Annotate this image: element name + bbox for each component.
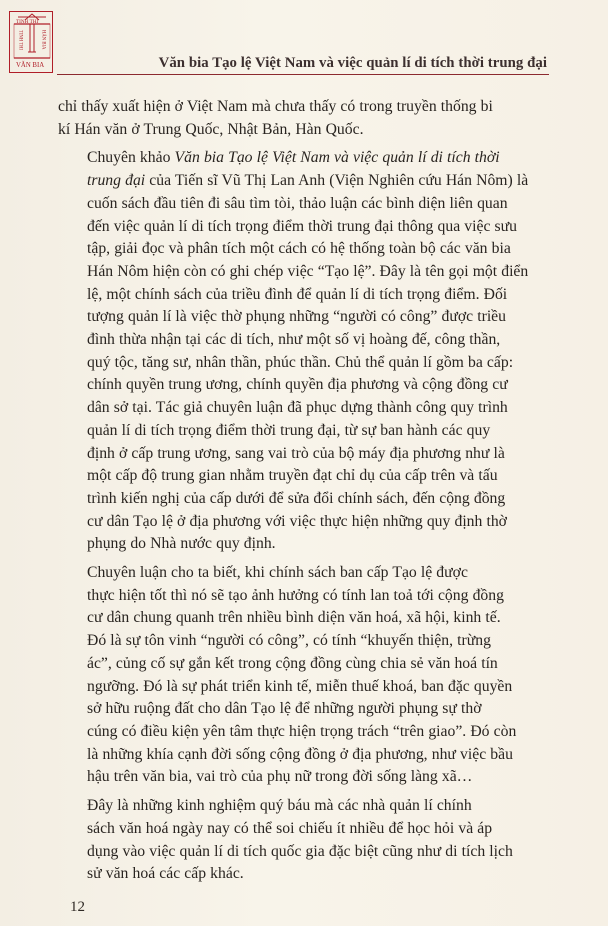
text-line: đến việc quản lí di tích trọng điểm thời trung đại thông qua việc sưu [87, 217, 518, 235]
logo-icon [10, 12, 54, 74]
text-line: cư dân Tạo lệ ở địa phương với việc thực hiện những quy định thờ [87, 512, 507, 530]
text-line: Chuyên luận cho ta biết, khi chính sách ban cấp Tạo lệ được [87, 564, 468, 582]
text-line-with-title [58, 147, 550, 170]
paragraph-3 [58, 562, 550, 789]
text-line: Đây là những kinh nghiệm quý báu mà các nhà quản lí chính [87, 797, 472, 815]
text-line: chính quyền trung ương, chính quyền địa phương và cộng đồng cư [87, 376, 508, 394]
publisher-logo [9, 11, 53, 73]
logo-left-vertical-text: TINH THI [17, 30, 23, 51]
text-line: cúng có điều kiện yên tâm thực hiện trọng trách “trên giao”. Đó còn [87, 722, 517, 740]
body-text [58, 96, 550, 886]
paragraph-2 [58, 147, 550, 556]
page-number: 12 [70, 899, 85, 915]
text-line: tập, giải đọc và phân tích một cách có hệ thống toàn bộ các văn bia [87, 240, 511, 258]
text-line: chỉ thấy xuất hiện ở Việt Nam mà chưa thấy có trong truyền thống bi [58, 98, 493, 115]
text-line: đình thừa nhận tại các di tích, như một số vị hoàng đế, công thần, [87, 331, 501, 349]
text-line: kí Hán văn ở Trung Quốc, Nhật Bản, Hàn Quốc. [58, 120, 364, 138]
paragraph-1 [58, 96, 550, 141]
text-line: hậu trên văn bia, vai trò của phụ nữ trong đời sống làng xã… [87, 768, 473, 786]
text-line: một cấp độ trung gian nhằm truyền đạt chỉ dụ của cấp trên và tấu [87, 467, 498, 485]
logo-bottom-text: VĂN BIA [16, 62, 45, 69]
book-title-part: trung đại [87, 172, 146, 190]
text-line: ác”, củng cố sự gắn kết trong cộng đồng cùng chia sẻ văn hoá tín [87, 654, 498, 672]
running-head: Văn bia Tạo lệ Việt Nam và việc quản lí di tích thời trung đại [158, 55, 547, 71]
text-line: dụng vào việc quản lí di tích quốc gia đặc biệt cũng như di tích lịch [87, 842, 513, 860]
text-line: định ở cấp trung ương, sang vai trò của bộ máy địa phương như là [87, 444, 505, 462]
text-line: tượng quản lí là việc thờ phụng những “người có công” được triều [87, 308, 506, 326]
text-line: Hán Nôm hiện còn có ghi chép việc “Tạo lệ”. Đây là tên gọi một điển [87, 262, 529, 280]
text-line: sách văn hoá ngày nay có thể soi chiếu ít nhiều để học hỏi và áp [87, 819, 493, 837]
logo-top-text: TINH THI [16, 19, 39, 26]
text-line: quản lí di tích trọng điểm thời trung đại, từ sự ban hành các quy [87, 421, 491, 439]
text-line: dân sở tại. Tác giả chuyên luận đã phục dựng thành công quy trình [87, 399, 508, 417]
text-line-with-title [58, 170, 550, 193]
logo-right-vertical-text: HÁN BIA [40, 30, 46, 50]
text-line: sở hữu ruộng đất cho dân Tạo lệ để những người phụng sự thờ [87, 700, 482, 718]
book-title-part: Văn bia Tạo lệ Việt Nam và việc quản lí di tích thời [174, 149, 500, 167]
text-line: cuốn sách đầu tiên đi sâu tìm tòi, thảo luận các bình diện liên quan [87, 194, 508, 212]
line-suffix: của Tiến sĩ Vũ Thị Lan Anh (Viện Nghiên cứu Hán Nôm) là [145, 172, 529, 190]
header-divider [57, 74, 549, 75]
text-line: phụng do Nhà nước quy định. [87, 535, 276, 553]
text-line: trình kiến nghị của cấp dưới để sửa đổi chính sách, đến cộng đồng [87, 489, 506, 507]
text-line: thực hiện tốt thì nó sẽ tạo ảnh hưởng có tính lan toả tới cộng đồng [87, 586, 504, 604]
paragraph-4 [58, 795, 550, 886]
text-line: Đó là sự tôn vinh “người có công”, có tính “khuyến thiện, trừng [87, 632, 491, 650]
text-line: cư dân chung quanh trên nhiều bình diện văn hoá, xã hội, kinh tế. [87, 609, 501, 627]
text-line: lệ, một chính sách của triều đình để quản lí di tích trọng điểm. Đối [87, 285, 508, 303]
text-line: quý tộc, tăng sư, nhân thần, phúc thần. Chủ thể quản lí gồm ba cấp: [87, 353, 514, 371]
line-prefix: Chuyên khảo [87, 149, 175, 167]
text-line: là những khía cạnh đời sống cộng đồng ở địa phương, như việc bầu [87, 745, 513, 763]
text-line: ngưỡng. Đó là sự phát triển kinh tế, miễn thuế khoá, ban đặc quyền [87, 677, 513, 695]
text-line: sử văn hoá các cấp khác. [87, 865, 244, 883]
